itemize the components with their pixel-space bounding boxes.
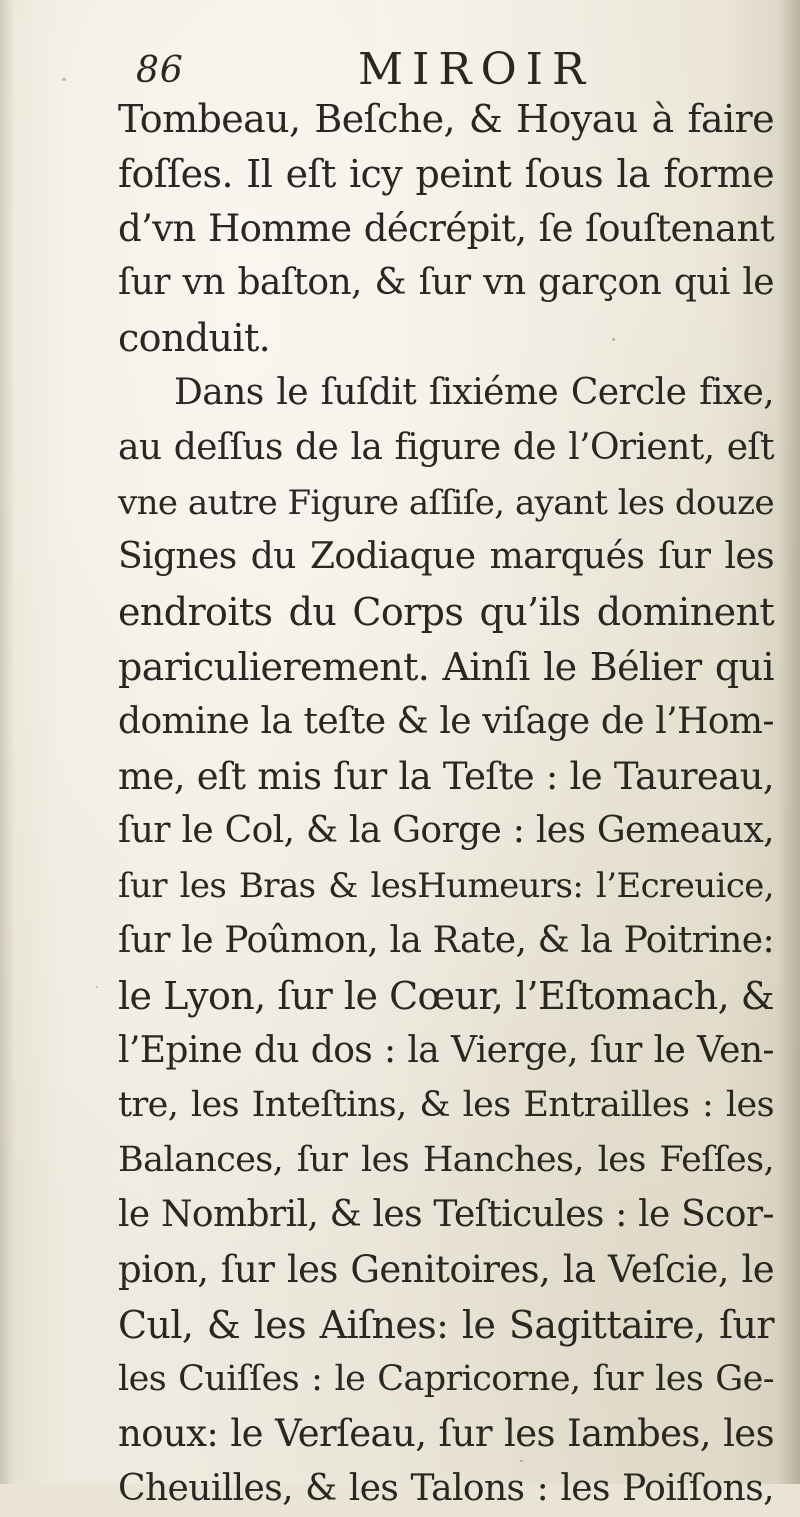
paper-speck xyxy=(520,1460,523,1462)
page-number: 86 xyxy=(136,50,184,91)
page-header xyxy=(118,44,778,96)
text-line: Cul, & les Aiſnes: le Sagittaire, ſur xyxy=(118,1302,774,1347)
text-line: endroits du Corps qu’ils dominent xyxy=(118,590,774,635)
text-line: le Lyon, ſur le Cœur, l’Eſtomach, & xyxy=(118,973,774,1018)
text-line: Balances, ſur les Hanches, les Feſſes, xyxy=(118,1140,774,1181)
text-line: Tombeau, Beſche, & Hoyau à faire xyxy=(118,97,774,141)
paper-speck xyxy=(62,78,66,81)
text-line: ſur le Col, & la Gorge : les Gemeaux, xyxy=(118,810,774,852)
text-line: vne autre Figure aſſiſe, ayant les douze xyxy=(118,482,774,523)
text-line: Cheuilles, & les Talons : les Poiſſons, xyxy=(118,1467,774,1509)
text-line: Signes du Zodiaque marqués ſur les xyxy=(118,536,774,578)
gutter-shadow xyxy=(0,0,14,1484)
text-line: le Nombril, & les Teſticules : le Scor- xyxy=(118,1193,774,1235)
text-line: l’Epine du dos : la Vierge, ſur le Ven- xyxy=(118,1029,774,1071)
text-line: ſur le Poûmon, la Rate, & la Poitrine: xyxy=(118,919,774,961)
text-line: ſur les Bras & lesHumeurs: l’Ecreuice, xyxy=(118,866,774,907)
page-edge-shadow xyxy=(778,0,800,1484)
text-line: tre, les Inteſtins, & les Entrailles : les xyxy=(118,1085,774,1126)
body-text xyxy=(118,92,774,1517)
text-line: au deſſus de la figure de l’Orient, eſt xyxy=(118,426,774,468)
text-line: domine la teſte & le viſage de l’Hom- xyxy=(118,700,774,742)
text-line: me, eſt mis ſur la Teſte : le Taureau, xyxy=(118,754,774,798)
text-line: Dans le ſuſdit ſixiéme Cercle fixe, xyxy=(174,371,774,413)
text-line: foſſes. Il eſt icy peint ſous la forme xyxy=(118,151,774,196)
paper-speck xyxy=(612,338,615,341)
text-line: pariculierement. Ainſi le Bélier qui xyxy=(118,644,774,689)
paper-speck xyxy=(96,986,98,988)
text-line: noux: le Verſeau, ſur les Iambes, les xyxy=(118,1412,774,1456)
text-line: les Cuiſſes : le Capricorne, ſur les Ge- xyxy=(118,1359,774,1400)
text-line: pion, ſur les Genitoires, la Veſcie, le xyxy=(118,1247,774,1291)
text-line: d’vn Homme décrépit, ſe ſouſtenant xyxy=(118,206,774,250)
text-line: ſur vn baſton, & ſur vn garçon qui le xyxy=(118,262,774,304)
running-head: MIROIR xyxy=(358,44,595,95)
text-line: conduit. xyxy=(118,316,271,361)
